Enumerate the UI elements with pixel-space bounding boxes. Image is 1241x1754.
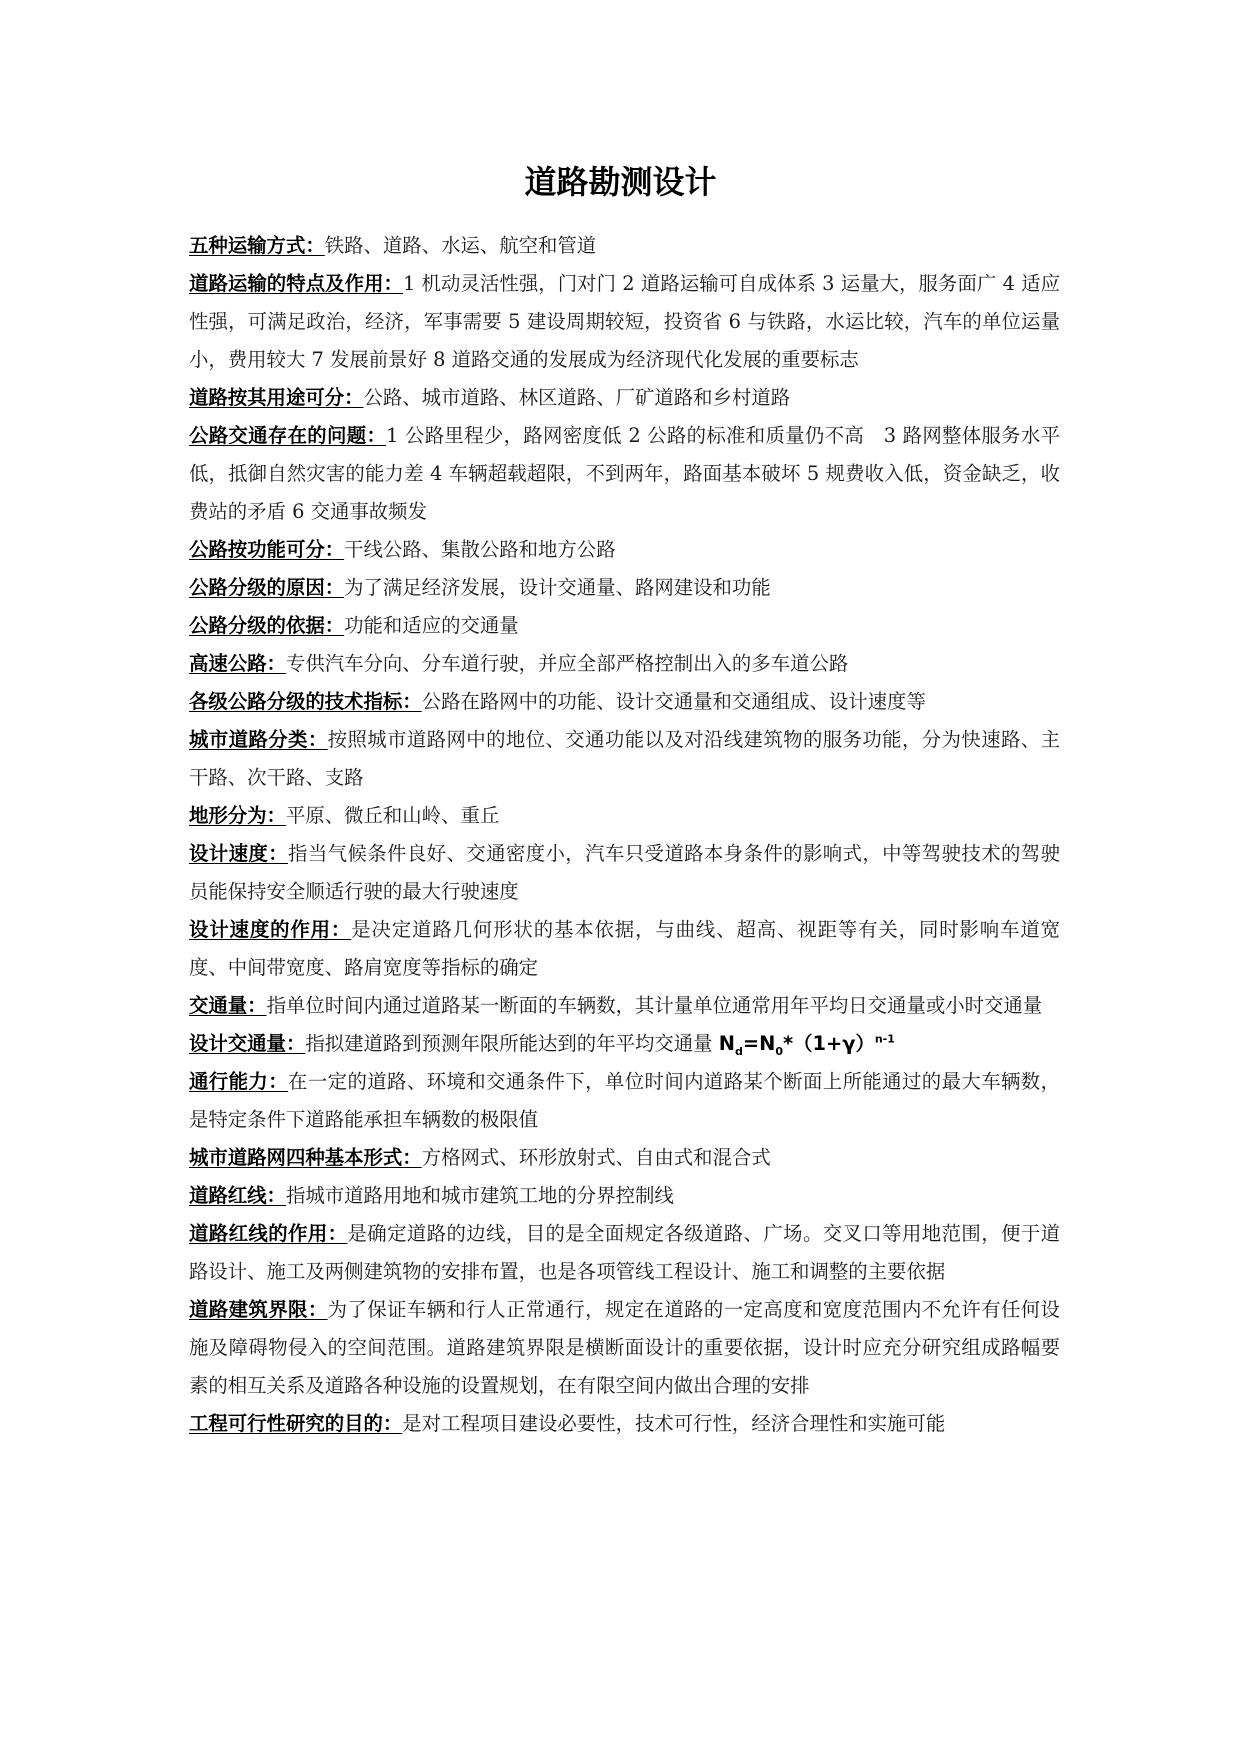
entry-text: 功能和适应的交通量 [344,614,519,637]
entry-term: 公路交通存在的问题： [189,424,387,447]
entry-clearance-limit [189,1291,1060,1405]
entry-road-transport-features [189,265,1060,379]
entry-term: 设计速度： [189,842,289,865]
entry-term: 公路按功能可分： [189,538,345,561]
entry-road-by-use [189,379,1060,417]
entry-term: 设计速度的作用： [189,918,352,941]
entry-text: 1 公路里程少，路网密度低 2 公路的标准和质量仍不高 3 路网整体服务水平低，抵御自然灾害的能力差 4 车辆超载超限，不到两年，路面基本破坏 5 规费收入低，资金缺乏，收费站的矛盾 6 交通事故频发 [189,424,1061,523]
entry-text: 指当气候条件良好、交通密度小，汽车只受道路本身条件的影响式，中等驾驶技术的驾驶员能保持安全顺适行驶的最大行驶速度 [189,842,1061,903]
entry-term: 道路运输的特点及作用： [189,272,403,295]
entry-text: 在一定的道路、环境和交通条件下，单位时间内道路某个断面上所能通过的最大车辆数，是特定条件下道路能承担车辆数的极限值 [189,1070,1061,1131]
entry-text: 干线公路、集散公路和地方公路 [344,538,616,561]
entry-text: 平原、微丘和山岭、重丘 [285,804,500,827]
entry-term: 公路分级的原因： [189,576,345,599]
entry-text: 按照城市道路网中的地位、交通功能以及对沿线建筑物的服务功能，分为快速路、主干路、次干路、支路 [189,728,1061,789]
entry-feasibility-purpose [189,1405,1060,1443]
entry-text: 指单位时间内通过道路某一断面的车辆数，其计量单位通常用年平均日交通量或小时交通量 [266,994,1043,1017]
entry-traffic-volume [189,987,1060,1025]
entry-urban-road-classes [189,721,1060,797]
entry-term: 工程可行性研究的目的： [189,1412,403,1435]
entry-text: 公路、城市道路、林区道路、厂矿道路和乡村道路 [363,386,791,409]
entry-term: 各级公路分级的技术指标： [189,690,422,713]
entry-text: 1 机动灵活性强，门对门 2 道路运输可自成体系 3 运量大，服务面广 4 适应性强，可满足政治，经济，军事需要 5 建设周期较短，投资省 6 与铁路，水运比较，汽车的单位运量小，费用较大 7 发展前景好 8 道路交通的发展成为经济现代化发展的重要标志 [189,272,1060,371]
entry-urban-network-forms [189,1139,1060,1177]
entry-design-speed-role [189,911,1060,987]
entry-term: 设计交通量： [189,1032,306,1055]
entry-term: 道路红线： [189,1184,286,1207]
entry-grading-reason [189,569,1060,607]
entry-text: 方格网式、环形放射式、自由式和混合式 [421,1146,771,1169]
entry-text: 公路在路网中的功能、设计交通量和交通组成、设计速度等 [421,690,926,713]
traffic-formula: $N_d=N_0*(1+\gamma)^{n-1}$ [718,1032,895,1058]
entry-text: 是决定道路几何形状的基本依据，与曲线、超高、视距等有关，同时影响车道宽度、中间带宽度、路肩宽度等指标的确定 [189,918,1061,979]
entry-highway-by-function [189,531,1060,569]
entry-term: 城市道路网四种基本形式： [189,1146,422,1169]
entry-text: 为了满足经济发展，设计交通量、路网建设和功能 [344,576,771,599]
entry-transport-modes [189,227,1060,265]
entry-text: 专供汽车分向、分车道行驶，并应全部严格控制出入的多车道公路 [285,652,849,675]
entry-term: 地形分为： [189,804,286,827]
entry-capacity [189,1063,1060,1139]
entry-grading-basis [189,607,1060,645]
entry-design-traffic-volume [189,1025,1060,1063]
entry-term: 通行能力： [189,1070,289,1093]
entry-highway-problems [189,417,1060,531]
entry-term: 交通量： [189,994,267,1017]
entry-text: 是确定道路的边线，目的是全面规定各级道路、广场。交叉口等用地范围，便于道路设计、施工及两侧建筑物的安排布置，也是各项管线工程设计、施工和调整的主要依据 [189,1222,1061,1283]
entry-red-line [189,1177,1060,1215]
document-body [189,227,1060,1443]
entry-term: 道路按其用途可分： [189,386,364,409]
entry-text: 指拟建道路到预测年限所能达到的年平均交通量 [305,1032,719,1055]
entry-term: 道路建筑界限： [189,1298,328,1321]
entry-text: 指城市道路用地和城市建筑工地的分界控制线 [285,1184,674,1207]
entry-term: 高速公路： [189,652,286,675]
entry-text: 为了保证车辆和行人正常通行，规定在道路的一定高度和宽度范围内不允许有任何设施及障碍物侵入的空间范围。道路建筑界限是横断面设计的重要依据，设计时应充分研究组成路幅要素的相互关系及道路各种设施的设置规划，在有限空间内做出合理的安排 [189,1298,1061,1397]
entry-text: 铁路、道路、水运、航空和管道 [324,234,597,257]
entry-terrain-types [189,797,1060,835]
entry-term: 五种运输方式： [189,234,325,257]
entry-text: 是对工程项目建设必要性，技术可行性，经济合理性和实施可能 [402,1412,946,1435]
entry-design-speed [189,835,1060,911]
entry-term: 公路分级的依据： [189,614,345,637]
entry-red-line-role [189,1215,1060,1291]
entry-term: 城市道路分类： [189,728,328,751]
page-title: 道路勘测设计 [524,163,717,201]
entry-grading-indicators [189,683,1060,721]
entry-term: 道路红线的作用： [189,1222,348,1245]
entry-expressway [189,645,1060,683]
